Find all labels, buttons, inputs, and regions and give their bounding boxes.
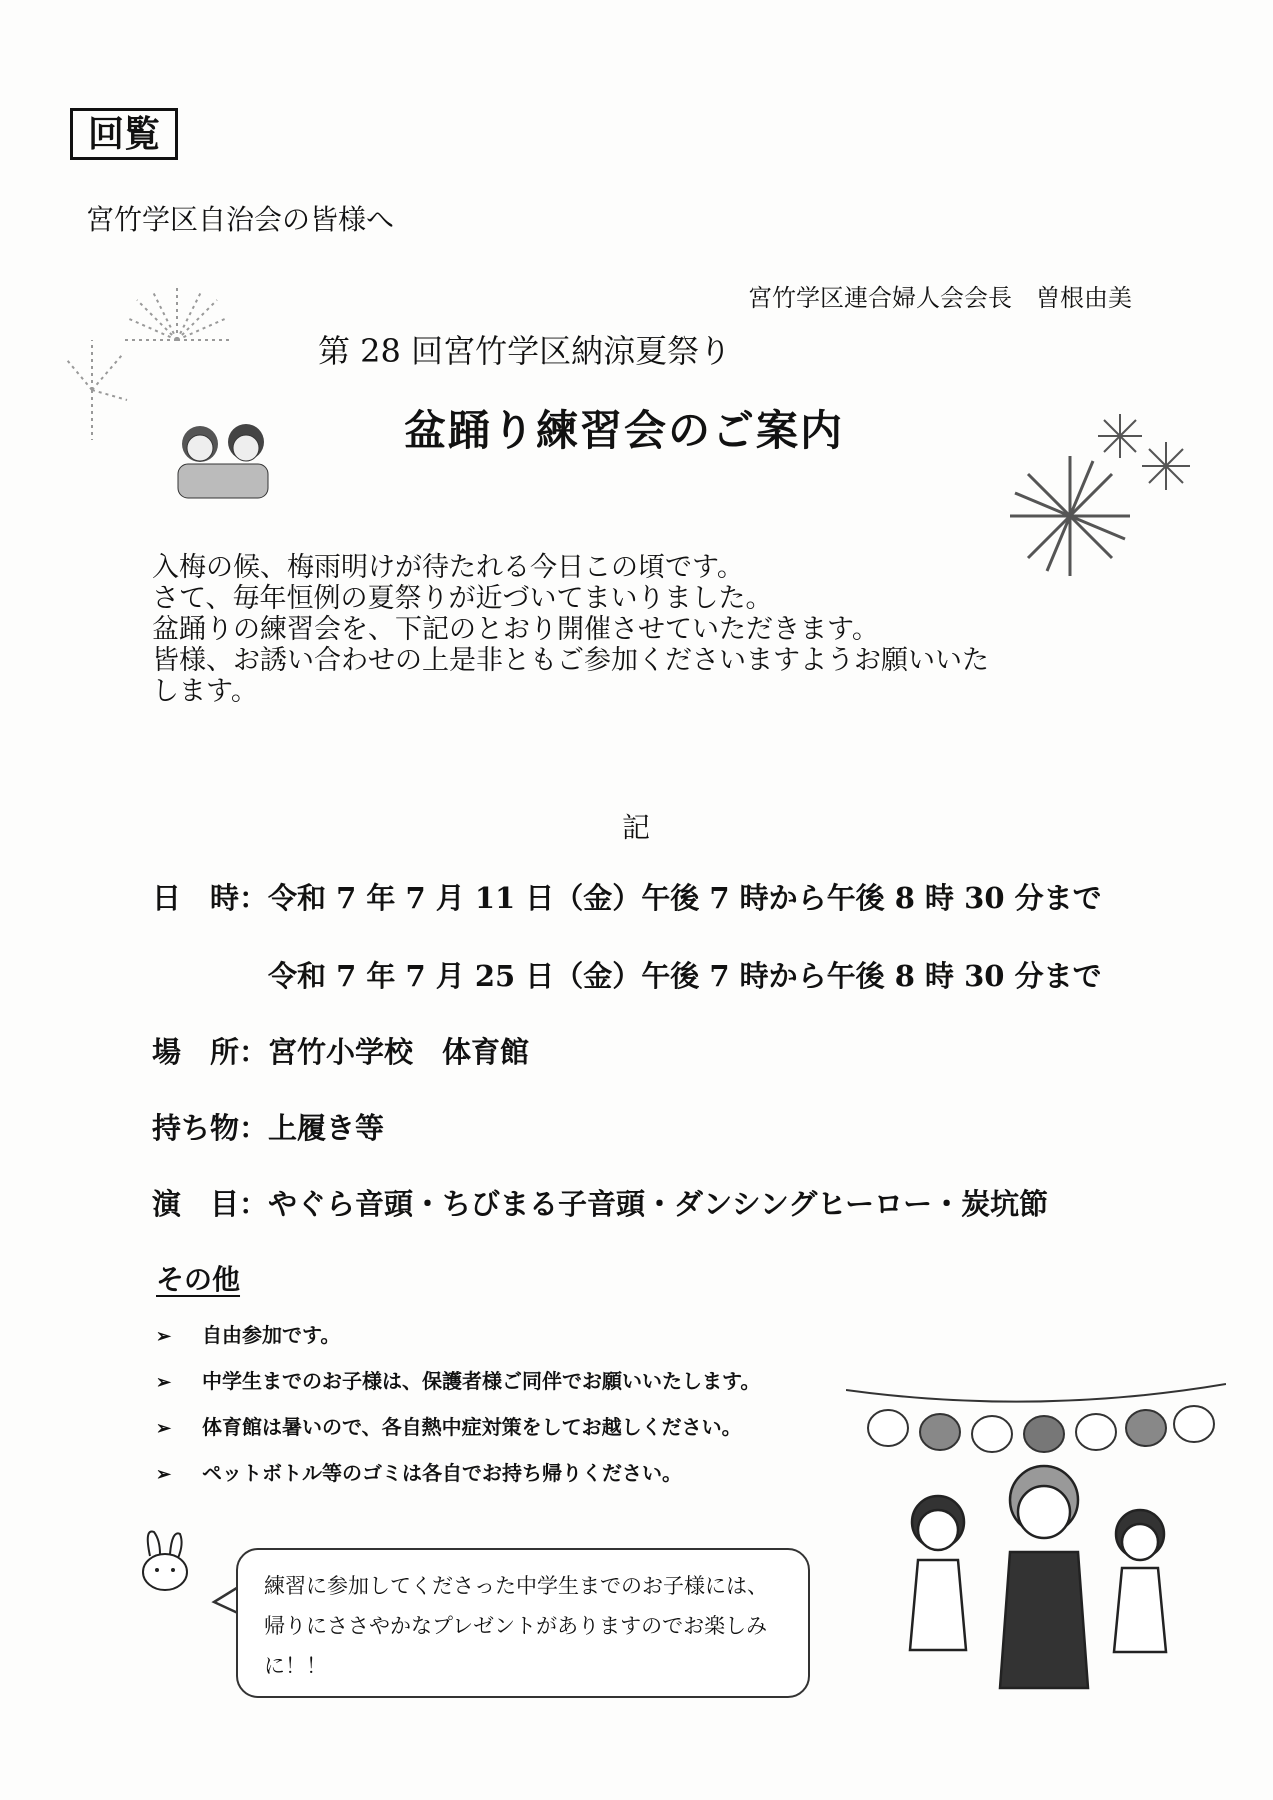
arrow-bullet-icon: ➢ bbox=[156, 1326, 172, 1347]
event-name: 第 28 回宮竹学区納涼夏祭り bbox=[318, 332, 732, 370]
arrow-bullet-icon: ➢ bbox=[156, 1372, 172, 1393]
bunny-icon bbox=[130, 1526, 200, 1596]
greeting-line: 盆踊りの練習会を、下記のとおり開催させていただきます。 bbox=[152, 614, 879, 645]
addressee: 宮竹学区自治会の皆様へ bbox=[86, 203, 395, 236]
program-row bbox=[152, 1182, 1048, 1223]
greeting-line: 入梅の候、梅雨明けが待たれる今日この頃です。 bbox=[152, 552, 744, 583]
other-heading: その他 bbox=[156, 1263, 241, 1296]
children-icon bbox=[158, 420, 278, 500]
items-row bbox=[152, 1106, 384, 1147]
greeting-line: 皆様、お誘い合わせの上是非ともご参加くださいますようお願いいた bbox=[152, 645, 989, 676]
sender: 宮竹学区連合婦人会会長 曽根由美 bbox=[748, 284, 1132, 312]
date-row-1 bbox=[152, 876, 1102, 917]
greeting-line: します。 bbox=[152, 676, 258, 707]
date-label: 日 時： bbox=[152, 881, 269, 915]
date-row-2 bbox=[268, 954, 1102, 995]
arrow-bullet-icon: ➢ bbox=[156, 1464, 172, 1485]
list-item bbox=[156, 1456, 760, 1502]
note-text: 中学生までのお子様は、保護者様ご同伴でお願いいたします。 bbox=[202, 1369, 761, 1393]
circulation-stamp: 回覧 bbox=[70, 108, 178, 160]
note-text: ペットボトル等のゴミは各自でお持ち帰りください。 bbox=[202, 1461, 682, 1485]
list-item bbox=[156, 1318, 760, 1364]
notes-list bbox=[156, 1318, 760, 1502]
items-value: 上履き等 bbox=[268, 1111, 385, 1145]
arrow-bullet-icon: ➢ bbox=[156, 1418, 172, 1439]
greeting-line: さて、毎年恒例の夏祭りが近づいてまいりました。 bbox=[152, 583, 773, 614]
program-label: 演 目： bbox=[152, 1187, 269, 1221]
place-value: 宮竹小学校 体育館 bbox=[268, 1035, 530, 1069]
program-value: やぐら音頭・ちびまる子音頭・ダンシングヒーロー・炭坑節 bbox=[268, 1187, 1049, 1221]
place-label: 場 所： bbox=[152, 1035, 269, 1069]
greeting-text bbox=[152, 552, 1092, 707]
date-value: 令和 7 年 7 月 25 日（金）午後 7 時から午後 8 時 30 分まで bbox=[268, 959, 1102, 993]
place-row bbox=[152, 1030, 529, 1071]
bubble-line: 練習に参加してくださった中学生までのお子様には、 bbox=[264, 1574, 768, 1598]
list-item bbox=[156, 1410, 760, 1456]
dancers-icon bbox=[892, 1460, 1192, 1700]
date-value: 令和 7 年 7 月 11 日（金）午後 7 時から午後 8 時 30 分まで bbox=[268, 881, 1102, 915]
bubble-line: 帰りにささやかなプレゼントがありますのでお楽しみ bbox=[264, 1614, 768, 1638]
list-item bbox=[156, 1364, 760, 1410]
note-text: 体育館は暑いので、各自熱中症対策をしてお越しください。 bbox=[202, 1415, 742, 1439]
lanterns-icon bbox=[846, 1376, 1226, 1466]
note-text: 自由参加です。 bbox=[202, 1323, 341, 1347]
bubble-line: に！！ bbox=[264, 1654, 327, 1678]
items-label: 持ち物： bbox=[152, 1111, 269, 1145]
page-title: 盆踊り練習会のご案内 bbox=[404, 406, 845, 455]
speech-bubble bbox=[236, 1548, 810, 1698]
ki-heading: 記 bbox=[622, 811, 651, 844]
